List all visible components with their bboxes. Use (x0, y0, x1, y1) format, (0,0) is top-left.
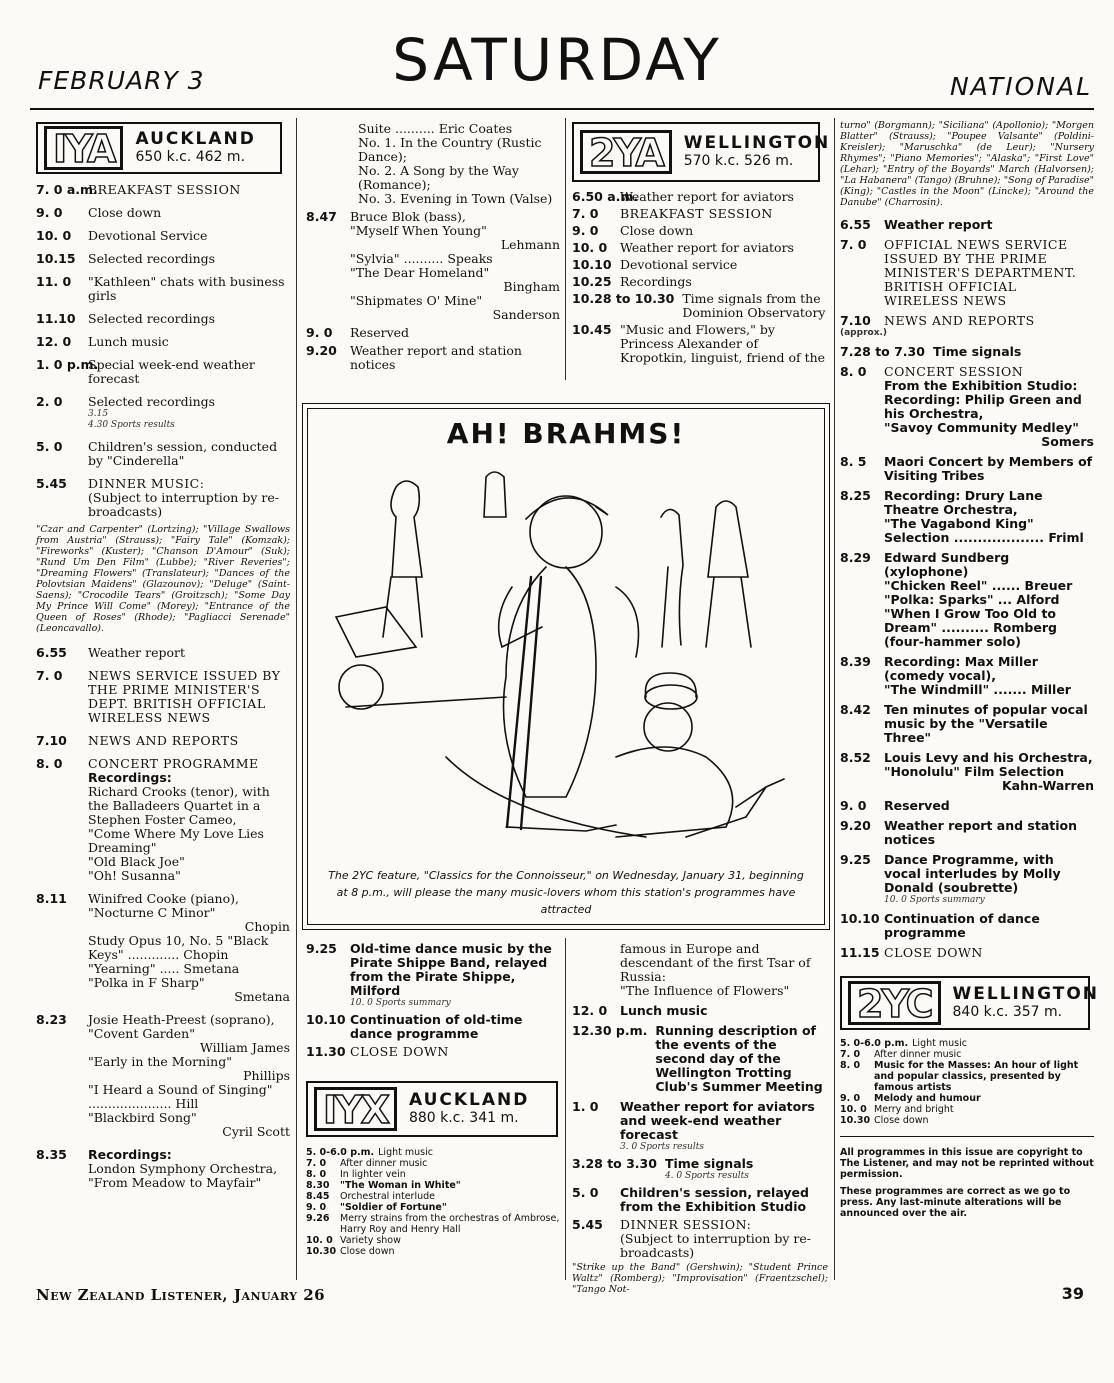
list-item: 5. 0-6.0 p.m. Light music (306, 1147, 433, 1158)
list-item: 7. 0 OFFICIAL NEWS SERVICE ISSUED BY THE PRIME MINISTER'S DEPARTMENT. BRITISH OFFICIAL WIRELESS NEWS (840, 237, 1077, 308)
list-item: 8.35 Recordings: London Symphony Orchestra, "From Meadow to Mayfair" (36, 1147, 278, 1190)
column-rule (565, 118, 566, 380)
header-date: FEBRUARY 3 (38, 66, 205, 95)
list-item: 7.28 to 7.30 Time signals (840, 344, 1022, 359)
list-item: 8. 0 CONCERT PROGRAMME Recordings: Richard Crooks (tenor), with the Balladeers Quartet in a Stephen Foster Cameo, "Come Where My Love Lies Dreaming" "Old Black Joe" "Oh! Susanna" (36, 756, 270, 883)
list-item: 9. 0 Reserved (840, 798, 950, 813)
cartoon-panel (302, 403, 830, 930)
list-item: 7. 0 a.m. BREAKFAST SESSION (36, 182, 241, 197)
list-item: 7. 0 BREAKFAST SESSION (572, 206, 773, 221)
list-item: 11.15 CLOSE DOWN (840, 945, 983, 960)
list-item: 12. 0 Lunch music (36, 334, 169, 349)
alterations-note: These programmes are correct as we go to press. Any last-minute alterations will be announced over the air. (840, 1186, 1071, 1219)
list-item: 8.11 Winifred Cooke (piano), "Nocturne C Minor" Chopin Study Opus 10, No. 5 "Black Keys" ............. Chopin "Yearning" ..... Smetana "Polka in F Sharp" Smetana (36, 891, 290, 1004)
list-item: 7. 0 After dinner music (840, 1049, 962, 1060)
yc-station-banner (840, 976, 1100, 1030)
list-item: 8.52 Louis Levy and his Orchestra, "Honolulu" Film Selection Kahn-Warren (840, 750, 1094, 793)
list-item: 10.45 "Music and Flowers," by Princess Alexander of Kropotkin, linguist, friend of the (572, 322, 826, 365)
list-item: 8. 5 Maori Concert by Members of Visiting Tribes (840, 454, 1093, 483)
list-item: 10.10 Devotional service (572, 257, 738, 272)
list-item: 9. 0 Close down (36, 205, 162, 220)
list-item: 11.10 Selected recordings (36, 311, 216, 326)
list-item: 5. 0 Children's session, relayed from the Exhibition Studio (572, 1185, 809, 1214)
list-item: 8.25 Recording: Drury Lane Theatre Orchestra, "The Vagabond King" Selection ................... Friml (840, 488, 1084, 545)
header-network: NATIONAL (949, 72, 1092, 101)
list-item: 8.29 Edward Sundberg (xylophone) "Chicken Reel" ...... Breuer "Polka: Sparks" ... Alford "When I Grow Too Old to Dream" .......... Romberg (four-hammer solo) (840, 550, 1073, 649)
ywa-logo: 2YA (580, 130, 672, 174)
list-item: 11. 0 "Kathleen" chats with business girls (36, 274, 285, 303)
list-item: 6.55 Weather report (36, 645, 185, 660)
list-item: 9. 0 "Soldier of Fortune" (306, 1202, 447, 1213)
list-item: 7. 0 After dinner music (306, 1158, 428, 1169)
header-rule (30, 108, 1094, 110)
page-number: 39 (1061, 1284, 1084, 1303)
iya-station-banner (36, 122, 282, 174)
list-item: 3.28 to 3.30 Time signals 4. 0 Sports results (572, 1156, 754, 1181)
list-item: 6.55 Weather report (840, 217, 993, 232)
cartoon-illustration (316, 457, 816, 857)
column-rule (834, 118, 835, 1280)
list-item: 5. 0 Children's session, conducted by "Cinderella" (36, 439, 278, 468)
list-item: 5.45 DINNER SESSION: (Subject to interruption by re-broadcasts) (572, 1217, 811, 1260)
list-item: 9.26 Merry strains from the orchestras of Ambrose, Harry Roy and Henry Hall (306, 1213, 560, 1235)
column-rule (296, 118, 297, 1280)
list-item: 9. 0 Melody and humour (840, 1093, 981, 1104)
list-item: 7.10 (approx.) NEWS AND REPORTS (840, 313, 1035, 338)
list-item: 8. 0 In lighter vein (306, 1169, 406, 1180)
ywa-column (572, 122, 831, 365)
iya-column (36, 122, 290, 1190)
list-item: 10.15 Selected recordings (36, 251, 216, 266)
yc-city: WELLINGTON (952, 984, 1100, 1004)
ywa-station-banner (572, 122, 831, 182)
col3-bottom: famous in Europe and descendant of the first Tsar of Russia: "The Influence of Flowers" 12. 0 Lunch music 12.30 p.m. Running description of the events of the second day of the Wellington Trotting Club's Summer Meeting 1. 0 Weather report for aviators and week-end weather forecast 3. 0 Sports results 3.28 to 3.30 Time signals 4. 0 Sports results 5. 0 Children's session, relayed from the Exhibition Studio 5.45 DINNER SESSION: (Subject to interruption by re-broadcasts) "Strike up the Band" (Gershwin); "Student Prince Waltz" (Romberg); "Improvisation" (Fraentzschel); "Tango Not- (572, 941, 828, 1295)
list-item: 9.25 Old-time dance music by the Pirate Shippe Band, relayed from the Pirate Shippe, Milford 10. 0 Sports summary (306, 941, 552, 1008)
list-item: 7.10 NEWS AND REPORTS (36, 733, 239, 748)
list-item: 10.30 Close down (840, 1115, 929, 1126)
header-day: SATURDAY (392, 26, 722, 94)
list-item: 10.25 Recordings (572, 274, 692, 289)
list-item: 8.42 Ten minutes of popular vocal music by the "Versatile Three" (840, 702, 1088, 745)
yc-schedule (840, 1038, 1094, 1126)
list-item: 9. 0 Reserved (306, 325, 410, 340)
col2-top: Suite .......... Eric Coates No. 1. In the Country (Rustic Dance); No. 2. A Song by the Way (Romance); No. 3. Evening in Town (Valse) 8.47 Bruce Blok (bass), "Myself When Young" Lehmann "Sylvia" .......... Speaks "The Dear Homeland" Bingham "Shipmates O' Mine" Sanderson 9. 0 Reserved 9.20 Weather report and station notices (306, 121, 560, 372)
list-item: 8.47 Bruce Blok (bass), "Myself When Young" Lehmann "Sylvia" .......... Speaks "The Dear Homeland" Bingham "Shipmates O' Mine" Sanderson (306, 209, 560, 322)
iya-dinner-list: "Czar and Carpenter" (Lortzing); "Village Swallows from Austria" (Strauss); "Fairy Tale" (Komzak); "Fireworks" (Kuster); "Chanson D'Amour" (Suk); "Rund Um Den Film" (Lubbe); "River Reveries"; "Dreaming Flowers" (Translateur); "Dances of the Polovtsian Maidens" (Glazounov); "Deluge" (Saint-Saens); "Crocodile Tears" (Groitzsch); "Some Day My Prince Will Come" (Morey); "Entrance of the Queen of Roses" (Rhode); "Pagliacci Serenade" (Leoncavallo). (36, 524, 290, 634)
list-item: 12.30 p.m. Running description of the events of the second day of the Wellington Trotting Club's Summer Meeting (572, 1023, 823, 1094)
iya-city: AUCKLAND (135, 129, 256, 149)
list-item: 8.45 Orchestral interlude (306, 1191, 435, 1202)
list-item: 8.30 "The Woman in White" (306, 1180, 461, 1191)
list-item: 8. 0 CONCERT SESSION From the Exhibition Studio: Recording: Philip Green and his Orchestra, "Savoy Community Medley" Somers (840, 364, 1094, 449)
list-item: 8.39 Recording: Max Miller (comedy vocal), "The Windmill" ....... Miller (840, 654, 1071, 697)
col3b-dinner-list: "Strike up the Band" (Gershwin); "Student Prince Waltz" (Romberg); "Improvisation" (Fraentzschel); "Tango Not- (572, 1262, 828, 1295)
list-item: 9.25 Dance Programme, with vocal interludes by Molly Donald (soubrette) 10. 0 Sports summary (840, 852, 1061, 905)
cartoon-title: AH! BRAHMS! (446, 417, 686, 450)
list-item: 10. 0 Weather report for aviators (572, 240, 794, 255)
col4 (840, 120, 1100, 1219)
column-rule (565, 938, 566, 1280)
list-item: 5. 0-6.0 p.m. Light music (840, 1038, 967, 1049)
yx-freq: 880 k.c. 341 m. (408, 1110, 519, 1126)
page-header (0, 0, 1114, 110)
list-item: 9.20 Weather report and station notices (840, 818, 1078, 847)
list-item: 9.20 Weather report and station notices (306, 343, 522, 372)
yc-logo: 2YC (848, 981, 941, 1025)
list-item: 2. 0 Selected recordings 3.15 4.30 Sports results (36, 394, 216, 430)
yx-schedule (306, 1147, 560, 1257)
list-item: 7. 0 NEWS SERVICE ISSUED BY THE PRIME MINISTER'S DEPT. BRITISH OFFICIAL WIRELESS NEWS (36, 668, 281, 725)
list-item: 1. 0 p.m. Special week-end weather forecast (36, 357, 255, 386)
col2-bottom (306, 938, 560, 1257)
page-footer (0, 1284, 1114, 1314)
ywa-freq: 570 k.c. 526 m. (683, 153, 794, 169)
copyright-note: All programmes in this issue are copyright to The Listener, and may not be reprinted without permission. (840, 1147, 1094, 1180)
col4-dinner-list: turno" (Borgmann); "Siciliana" (Apollonio); "Morgen Blatter" (Strauss); "Poupee Valsante" (Poldini-Kreisler); "Maruschka" (de Leur); "Nursery Rhymes"; "Piano Memories"; "Alaska"; "First Love" (Lehar); "Entry of the Boyards" March (Halvorsen); "La Habanera" (Tango) (Bruhne); "Song of Paradise" (King); "Castles in the Moon" (Lincke); "Around the Danube" (Charrosin). (840, 120, 1094, 208)
iya-logo: IYA (44, 126, 123, 170)
list-item: 5.45 DINNER MUSIC: (Subject to interruption by re-broadcasts) (36, 476, 279, 519)
ywa-city: WELLINGTON (683, 133, 831, 153)
yx-city: AUCKLAND (408, 1090, 530, 1110)
list-item: 10. 0 Devotional Service (36, 228, 208, 243)
list-item: 10. 0 Variety show (306, 1235, 401, 1246)
list-item: 10. 0 Merry and bright (840, 1104, 954, 1115)
list-item: 10.10 Continuation of dance programme (840, 911, 1040, 940)
list-item: 12. 0 Lunch music (572, 1003, 708, 1018)
list-item: 9. 0 Close down (572, 223, 694, 238)
cartoon-caption: The 2YC feature, "Classics for the Connoisseur," on Wednesday, January 31, beginning at 8 p.m., will please the many music-lovers whom this station's programmes have attracted (328, 869, 804, 916)
list-item: 6.50 a.m. Weather report for aviators (572, 189, 794, 204)
yx-station-banner (306, 1081, 558, 1137)
list-item: 8. 0 Music for the Masses: An hour of light and popular classics, presented by famous artists (840, 1060, 1079, 1093)
yc-freq: 840 k.c. 357 m. (952, 1004, 1063, 1020)
iya-freq: 650 k.c. 462 m. (135, 149, 246, 165)
footer-publication: New Zealand Listener, January 26 (36, 1286, 326, 1304)
list-item: 10.10 Continuation of old-time dance programme (306, 1012, 523, 1041)
list-item: 10.28 to 10.30 Time signals from the Dominion Observatory (572, 291, 826, 320)
list-item: 1. 0 Weather report for aviators and week-end weather forecast 3. 0 Sports results (572, 1099, 815, 1152)
list-item: 8.23 Josie Heath-Preest (soprano), "Covent Garden" William James "Early in the Morning" Phillips "I Heard a Sound of Singing" ..................... Hill "Blackbird Song" Cyril Scott (36, 1012, 290, 1139)
list-item: 11.30 CLOSE DOWN (306, 1044, 449, 1059)
list-item: 10.30 Close down (306, 1246, 395, 1257)
yx-logo: IYX (314, 1087, 397, 1131)
